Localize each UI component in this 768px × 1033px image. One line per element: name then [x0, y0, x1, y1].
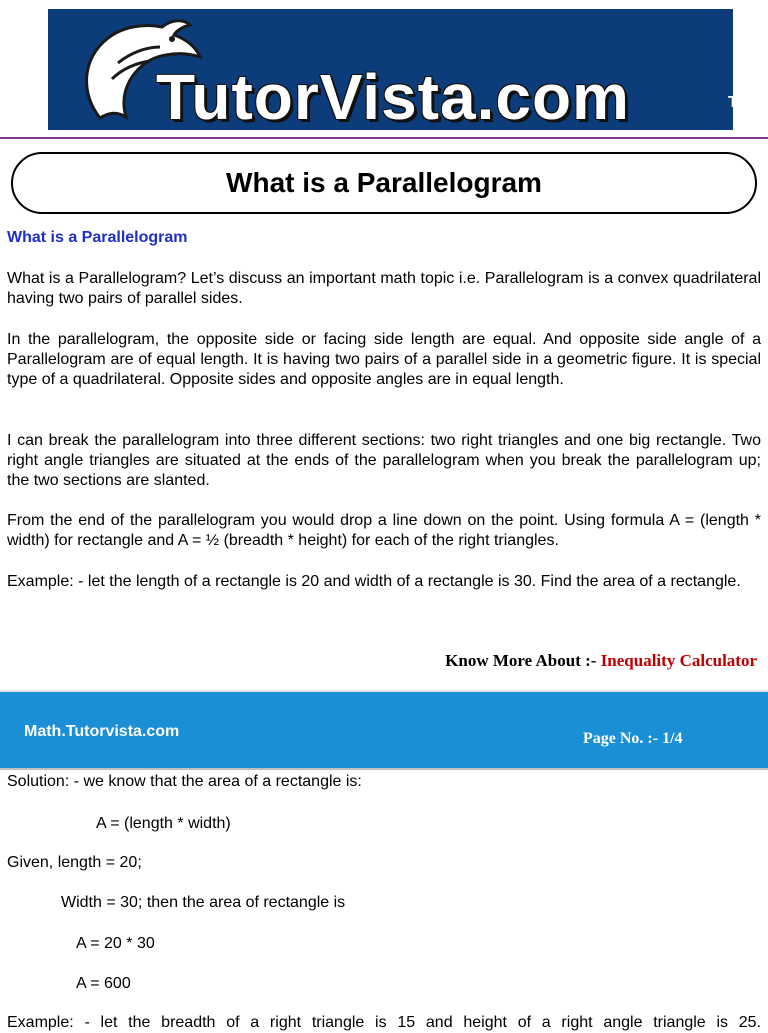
section-heading: What is a Parallelogram	[7, 229, 188, 246]
solution-calc: A = 20 * 30	[76, 935, 155, 952]
title-box	[11, 152, 757, 214]
tutorvista-logo-banner	[48, 9, 752, 133]
next-example: Example: - let the breadth of a right triangle is 15 and height of a right angle triangle is 25.	[7, 1014, 761, 1031]
solution-result: A = 600	[76, 975, 131, 992]
solution-formula: A = (length * width)	[96, 815, 231, 832]
solution-intro: Solution: - we know that the area of a rectangle is:	[7, 773, 362, 790]
paragraph-properties: In the parallelogram, the opposite side or facing side length are equal. And opposite side angle of a Parallelogram are of equal length. It is having two pairs of a parallel side in a geometric figure. It is special type of a quadrilateral. Opposite sides and opposite angles are in equal length.	[7, 331, 761, 388]
footer-site-name: Math.Tutorvista.com	[24, 723, 180, 740]
solution-width: Width = 30; then the area of rectangle is	[61, 894, 346, 911]
logo-wordmark: TutorVista.com	[156, 61, 630, 133]
know-more-prefix: Know More About :-	[445, 651, 601, 670]
know-more-line	[445, 651, 757, 671]
paragraph-example: Example: - let the length of a rectangle is 20 and width of a rectangle is 30. Find the area of a rectangle.	[7, 573, 741, 590]
solution-given: Given, length = 20;	[7, 854, 142, 871]
page-footer-bar	[0, 690, 768, 770]
header-divider	[0, 137, 768, 139]
paragraph-sections: I can break the parallelogram into three different sections: two right triangles and one big rectangle. Two right angle triangles are situated at the ends of the parallelogram when you break the parallelogram up; the two sections are slanted.	[7, 432, 761, 489]
inequality-calculator-link[interactable]: Inequality Calculator	[600, 651, 757, 670]
page-title: What is a Parallelogram	[226, 167, 542, 198]
logo-trademark: TM	[728, 94, 752, 111]
paragraph-formula: From the end of the parallelogram you would drop a line down on the point. Using formula A = (length * width) for rectangle and A = ½ (breadth * height) for each of the right triangles.	[7, 512, 761, 549]
paragraph-intro: What is a Parallelogram? Let’s discuss an important math topic i.e. Parallelogram is a convex quadrilateral having two pairs of parallel sides.	[7, 270, 761, 307]
page-number: Page No. :- 1/4	[583, 730, 683, 747]
